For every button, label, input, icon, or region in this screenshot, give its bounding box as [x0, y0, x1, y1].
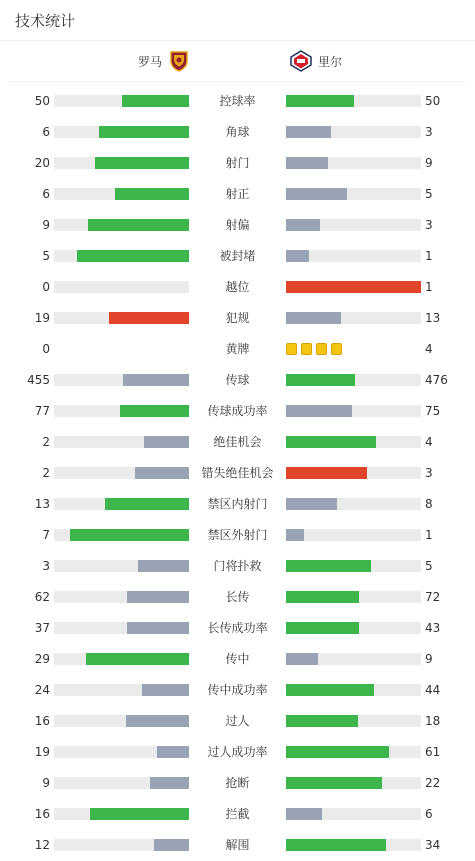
home-stat-value: 29 — [34, 652, 50, 666]
home-stat-fill — [115, 188, 189, 200]
away-stat-fill — [286, 157, 328, 169]
away-stat-bar — [286, 188, 421, 200]
stat-row — [0, 365, 475, 396]
away-stat-value: 8 — [425, 497, 433, 511]
home-stat-fill — [142, 684, 189, 696]
away-stat-fill — [286, 560, 371, 572]
stat-row — [0, 427, 475, 458]
stat-label: 绝佳机会 — [213, 435, 262, 449]
away-stat-bar — [286, 312, 421, 324]
away-stat-fill — [286, 467, 367, 479]
home-stat-bar — [54, 467, 189, 479]
home-stat-value: 6 — [42, 125, 50, 139]
home-stat-bar — [54, 622, 189, 634]
away-stat-bar — [286, 839, 421, 851]
away-stat-fill — [286, 250, 309, 262]
away-team[interactable] — [290, 50, 342, 72]
home-stat-value: 16 — [34, 714, 50, 728]
home-stat-fill — [86, 653, 189, 665]
stat-row — [0, 830, 475, 861]
yellow-card-icon — [286, 343, 297, 355]
home-stat-value: 3 — [42, 559, 50, 573]
away-stat-value: 61 — [425, 745, 441, 759]
away-stat-fill — [286, 839, 386, 851]
away-stat-fill — [286, 653, 318, 665]
home-stat-value: 2 — [42, 466, 50, 480]
away-stat-bar — [286, 281, 421, 293]
away-stat-value: 22 — [425, 776, 441, 790]
home-stat-bar — [54, 529, 189, 541]
home-stat-value: 5 — [42, 249, 50, 263]
stat-label: 错失绝佳机会 — [201, 466, 274, 480]
away-stat-bar — [286, 467, 421, 479]
away-stat-bar — [286, 715, 421, 727]
home-stat-fill — [95, 157, 190, 169]
away-stat-fill — [286, 529, 304, 541]
away-stat-bar — [286, 622, 421, 634]
stat-label: 射门 — [225, 156, 250, 170]
away-stat-bar — [286, 126, 421, 138]
home-stat-value: 24 — [34, 683, 50, 697]
stat-label: 过人成功率 — [207, 745, 268, 759]
home-stat-value: 62 — [34, 590, 50, 604]
home-stat-fill — [138, 560, 189, 572]
away-stat-fill — [286, 808, 322, 820]
stat-row — [0, 86, 475, 117]
home-stat-bar — [54, 808, 189, 820]
section-title: 技术统计 — [15, 12, 76, 30]
away-stat-value: 476 — [425, 373, 448, 387]
stat-label: 长传成功率 — [207, 621, 268, 635]
stat-row — [0, 458, 475, 489]
stat-row — [0, 396, 475, 427]
away-stat-bar — [286, 157, 421, 169]
home-stat-value: 50 — [34, 94, 50, 108]
away-stat-value: 50 — [425, 94, 441, 108]
away-stat-bar — [286, 498, 421, 510]
home-stat-value: 19 — [34, 311, 50, 325]
home-team[interactable] — [138, 50, 190, 72]
stat-label: 射正 — [225, 187, 250, 201]
stat-label: 禁区外射门 — [207, 528, 268, 542]
home-stat-bar — [54, 219, 189, 231]
away-stat-bar — [286, 591, 421, 603]
away-stat-bar — [286, 405, 421, 417]
home-stat-value: 6 — [42, 187, 50, 201]
stat-row — [0, 613, 475, 644]
stat-label: 长传 — [225, 590, 250, 604]
home-stat-bar — [54, 157, 189, 169]
away-stat-bar — [286, 374, 421, 386]
home-stat-bar — [54, 250, 189, 262]
stat-row — [0, 210, 475, 241]
away-stat-bar — [286, 653, 421, 665]
home-stat-bar — [54, 560, 189, 572]
home-stat-fill — [154, 839, 189, 851]
away-stat-value: 72 — [425, 590, 441, 604]
away-stat-fill — [286, 312, 341, 324]
home-stat-bar — [54, 436, 189, 448]
home-stat-value: 20 — [34, 156, 50, 170]
away-stat-value: 44 — [425, 683, 441, 697]
stat-label: 被封堵 — [219, 249, 256, 263]
away-stat-fill — [286, 219, 320, 231]
away-stat-fill — [286, 498, 337, 510]
away-stat-value: 3 — [425, 125, 433, 139]
stats-header — [0, 0, 475, 41]
home-stat-fill — [135, 467, 189, 479]
away-stat-fill — [286, 188, 347, 200]
home-stat-bar — [54, 746, 189, 758]
home-stat-fill — [123, 374, 189, 386]
away-stat-value: 9 — [425, 652, 433, 666]
away-yellow-cards — [286, 343, 346, 355]
stat-row — [0, 799, 475, 830]
away-stat-bar — [286, 529, 421, 541]
home-stat-bar — [54, 126, 189, 138]
stat-row — [0, 706, 475, 737]
away-stat-bar — [286, 436, 421, 448]
away-stat-fill — [286, 436, 376, 448]
home-stat-bar — [54, 188, 189, 200]
away-stat-value: 4 — [425, 342, 433, 356]
stat-label: 门将扑救 — [213, 559, 262, 573]
away-stat-value: 34 — [425, 838, 441, 852]
home-stat-value: 77 — [34, 404, 50, 418]
home-stat-bar — [54, 498, 189, 510]
away-stat-fill — [286, 684, 374, 696]
stat-label: 越位 — [225, 280, 250, 294]
away-stat-fill — [286, 95, 354, 107]
stats-list — [0, 86, 475, 861]
away-stat-fill — [286, 126, 331, 138]
away-stat-bar — [286, 95, 421, 107]
home-stat-fill — [157, 746, 189, 758]
stat-row — [0, 272, 475, 303]
roma-crest-icon — [168, 50, 190, 72]
away-stat-value: 5 — [425, 559, 433, 573]
stat-row — [0, 148, 475, 179]
home-stat-bar — [54, 374, 189, 386]
home-stat-value: 0 — [42, 342, 50, 356]
away-stat-bar — [286, 219, 421, 231]
stat-label: 射偏 — [225, 218, 250, 232]
home-stat-bar — [54, 312, 189, 324]
yellow-card-icon — [331, 343, 342, 355]
home-stat-bar — [54, 591, 189, 603]
away-stat-bar — [286, 777, 421, 789]
away-stat-value: 1 — [425, 280, 433, 294]
home-stat-bar — [54, 405, 189, 417]
stat-row — [0, 489, 475, 520]
home-stat-bar — [54, 684, 189, 696]
home-stat-value: 9 — [42, 776, 50, 790]
stat-row — [0, 737, 475, 768]
stat-row — [0, 551, 475, 582]
stat-label: 禁区内射门 — [207, 497, 268, 511]
away-stat-fill — [286, 746, 389, 758]
away-stat-fill — [286, 281, 421, 293]
away-stat-value: 4 — [425, 435, 433, 449]
home-stat-value: 13 — [34, 497, 50, 511]
away-stat-bar — [286, 808, 421, 820]
away-stat-value: 5 — [425, 187, 433, 201]
stat-label: 控球率 — [219, 94, 256, 108]
away-stat-fill — [286, 715, 358, 727]
away-stat-value: 3 — [425, 466, 433, 480]
away-stat-value: 43 — [425, 621, 441, 635]
home-stat-fill — [90, 808, 189, 820]
away-stat-fill — [286, 591, 359, 603]
away-stat-fill — [286, 622, 359, 634]
yellow-card-icon — [301, 343, 312, 355]
away-stat-bar — [286, 746, 421, 758]
home-stat-fill — [120, 405, 189, 417]
home-stat-bar — [54, 653, 189, 665]
home-team-name: 罗马 — [138, 54, 163, 69]
away-stat-value: 13 — [425, 311, 441, 325]
home-stat-value: 0 — [42, 280, 50, 294]
stat-row — [0, 334, 475, 365]
away-stat-value: 1 — [425, 249, 433, 263]
home-stat-value: 9 — [42, 218, 50, 232]
stat-row — [0, 303, 475, 334]
away-stat-value: 18 — [425, 714, 441, 728]
away-team-name: 里尔 — [318, 54, 343, 69]
away-stat-value: 1 — [425, 528, 433, 542]
away-stat-value: 9 — [425, 156, 433, 170]
home-stat-bar — [54, 777, 189, 789]
home-stat-fill — [99, 126, 189, 138]
home-stat-fill — [127, 591, 189, 603]
home-stat-bar — [54, 281, 189, 293]
away-stat-fill — [286, 374, 355, 386]
stat-row — [0, 768, 475, 799]
home-stat-fill — [122, 95, 190, 107]
home-stat-value: 455 — [27, 373, 50, 387]
stat-label: 过人 — [225, 714, 250, 728]
stat-label: 传球 — [225, 373, 250, 387]
away-stat-bar — [286, 560, 421, 572]
stat-row — [0, 241, 475, 272]
home-stat-fill — [150, 777, 189, 789]
home-stat-value: 37 — [34, 621, 50, 635]
stat-label: 黄牌 — [225, 342, 250, 356]
stat-label: 犯规 — [225, 311, 250, 325]
lille-crest-icon — [290, 50, 312, 72]
away-stat-value: 3 — [425, 218, 433, 232]
home-stat-fill — [105, 498, 189, 510]
away-stat-fill — [286, 405, 352, 417]
away-stat-bar — [286, 684, 421, 696]
home-stat-value: 16 — [34, 807, 50, 821]
home-stat-value: 2 — [42, 435, 50, 449]
stat-label: 传中 — [225, 652, 250, 666]
stat-row — [0, 520, 475, 551]
home-stat-fill — [77, 250, 189, 262]
teams-row — [10, 41, 465, 82]
home-stat-bar — [54, 715, 189, 727]
home-stat-fill — [70, 529, 189, 541]
stat-label: 传球成功率 — [207, 404, 268, 418]
stat-label: 传中成功率 — [207, 683, 268, 697]
home-stat-fill — [109, 312, 189, 324]
stat-label: 角球 — [225, 125, 250, 139]
away-stat-value: 6 — [425, 807, 433, 821]
stat-label: 拦截 — [225, 807, 250, 821]
home-stat-fill — [88, 219, 189, 231]
stat-row — [0, 179, 475, 210]
yellow-card-icon — [316, 343, 327, 355]
stat-row — [0, 644, 475, 675]
home-stat-value: 7 — [42, 528, 50, 542]
home-stat-fill — [144, 436, 189, 448]
away-stat-fill — [286, 777, 382, 789]
home-stat-fill — [127, 622, 189, 634]
home-stat-bar — [54, 95, 189, 107]
home-stat-bar — [54, 839, 189, 851]
stat-label: 解围 — [225, 838, 250, 852]
away-stat-value: 75 — [425, 404, 441, 418]
stat-row — [0, 117, 475, 148]
home-stat-fill — [126, 715, 189, 727]
stat-label: 抢断 — [225, 776, 250, 790]
stat-row — [0, 582, 475, 613]
away-stat-bar — [286, 250, 421, 262]
home-stat-value: 12 — [34, 838, 50, 852]
home-stat-value: 19 — [34, 745, 50, 759]
stat-row — [0, 675, 475, 706]
